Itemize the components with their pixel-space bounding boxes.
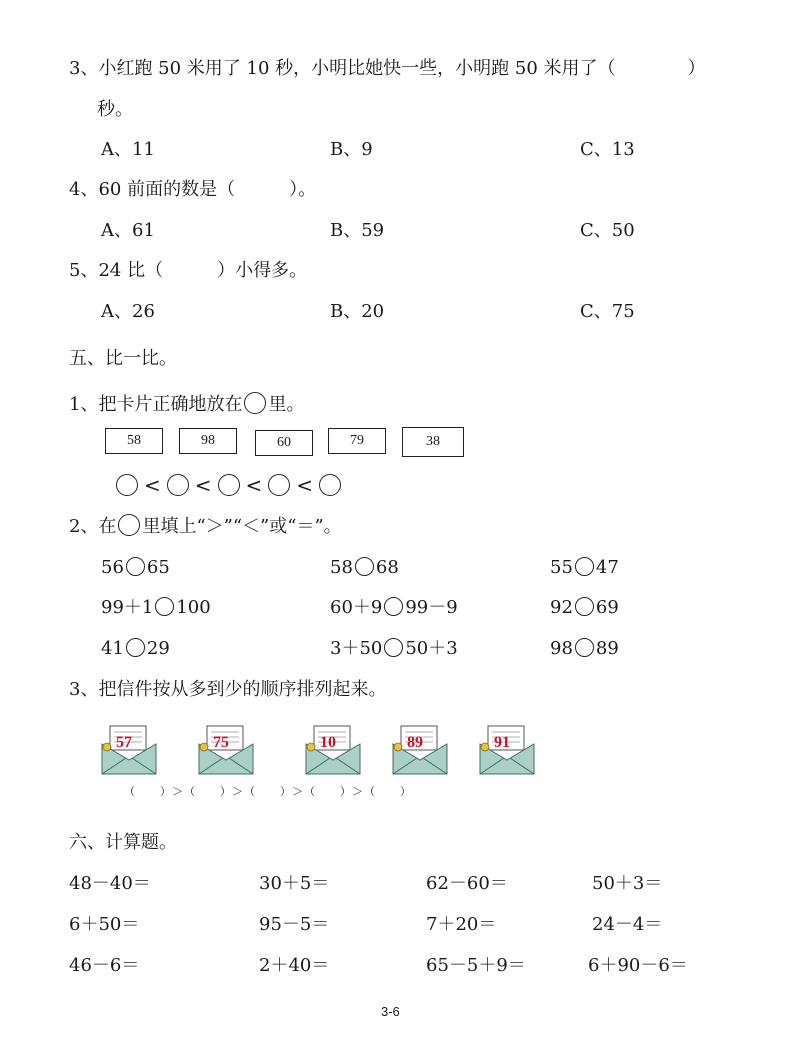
compare-circle-icon[interactable] [384, 597, 403, 616]
q4-option-b: B、59 [330, 220, 385, 241]
compare-item: 98 89 [550, 638, 619, 659]
compare-circle-icon[interactable] [126, 557, 145, 576]
q3-option-b: B、9 [330, 139, 373, 160]
compare-item: 92 69 [550, 597, 619, 618]
q4-stem: 4、60 前面的数是（ ）。 [69, 179, 317, 200]
less-than-sign: < [194, 473, 212, 497]
compare-item: 56 65 [101, 557, 170, 578]
letter-number: 75 [213, 734, 229, 751]
envelope-card[interactable] [100, 724, 158, 776]
s5q1-stem-pre: 1、把卡片正确地放在 [69, 394, 243, 415]
envelope-card[interactable] [197, 724, 255, 776]
letter-number: 89 [407, 734, 423, 751]
compare-circle-icon[interactable] [355, 557, 374, 576]
letter-order-answer-line[interactable]: （ ）＞（ ）＞（ ）＞（ ）＞（ ） [124, 786, 412, 798]
number-card[interactable]: 98 [179, 428, 237, 454]
compare-circle-icon[interactable] [155, 597, 174, 616]
compare-circle-icon[interactable] [384, 638, 403, 657]
q3-stem: 3、小红跑 50 米用了 10 秒，小明比她快一些，小明跑 50 米用了（ ） [69, 58, 706, 79]
letter-number: 91 [494, 734, 510, 751]
calc-problem[interactable]: 6＋90－6＝ [588, 955, 688, 976]
s5q2-stem-pre: 2、在 [69, 516, 117, 537]
letter-number: 10 [320, 734, 336, 751]
less-than-sign: < [144, 473, 161, 497]
calc-problem[interactable]: 48－40＝ [69, 873, 151, 894]
q3-stem-continued: 秒。 [97, 99, 133, 120]
calc-problem[interactable]: 24－4＝ [592, 914, 663, 935]
s5q2-stem [69, 514, 342, 539]
number-card[interactable]: 60 [255, 430, 313, 456]
s5q1-stem [69, 392, 304, 417]
number-card[interactable]: 58 [105, 428, 163, 454]
q5-option-a: A、26 [101, 301, 155, 322]
number-card[interactable]: 79 [328, 428, 386, 454]
envelope-card[interactable] [391, 724, 449, 776]
q4-option-c: C、50 [580, 220, 635, 241]
compare-item: 58 68 [330, 557, 399, 578]
calc-problem[interactable]: 7＋20＝ [426, 914, 497, 935]
compare-circle-icon[interactable] [575, 638, 594, 657]
compare-item: 55 47 [550, 557, 619, 578]
card-slot-circle-icon[interactable] [268, 474, 290, 496]
section-6-title: 六、计算题。 [69, 832, 177, 853]
compare-item: 41 29 [101, 638, 170, 659]
compare-circle-icon[interactable] [575, 597, 594, 616]
s5q1-stem-post: 里。 [268, 394, 305, 415]
card-order-row [114, 472, 343, 498]
card-slot-circle-icon[interactable] [116, 474, 138, 496]
calc-problem[interactable]: 62－60＝ [426, 873, 508, 894]
q5-stem: 5、24 比（ ）小得多。 [69, 260, 308, 281]
envelope-card[interactable] [478, 724, 536, 776]
answer-circle-icon [244, 392, 266, 414]
compare-circle-icon[interactable] [575, 557, 594, 576]
page-number: 3-6 [381, 1004, 400, 1019]
q3-option-a: A、11 [101, 139, 155, 160]
q5-option-b: B、20 [330, 301, 385, 322]
envelope-card[interactable] [304, 724, 362, 776]
number-card[interactable]: 38 [402, 427, 464, 457]
card-slot-circle-icon[interactable] [319, 474, 341, 496]
compare-circle-icon[interactable] [126, 638, 145, 657]
section-5-title: 五、比一比。 [69, 348, 177, 369]
less-than-sign: < [296, 473, 314, 497]
card-slot-circle-icon[interactable] [218, 474, 240, 496]
calc-problem[interactable]: 50＋3＝ [592, 873, 663, 894]
calc-problem[interactable]: 30＋5＝ [259, 873, 330, 894]
calc-problem[interactable]: 2＋40＝ [259, 955, 330, 976]
compare-item: 99＋1 100 [101, 597, 211, 618]
calc-problem[interactable]: 46－6＝ [69, 955, 140, 976]
q5-option-c: C、75 [580, 301, 635, 322]
calc-problem[interactable]: 6＋50＝ [69, 914, 140, 935]
less-than-sign: < [245, 473, 263, 497]
card-slot-circle-icon[interactable] [167, 474, 189, 496]
letter-number: 57 [116, 734, 132, 751]
s5q3-stem: 3、把信件按从多到少的顺序排列起来。 [69, 679, 387, 700]
s5q2-stem-post: 里填上“＞”“＜”或“＝”。 [142, 516, 342, 537]
q4-option-a: A、61 [101, 220, 155, 241]
calc-problem[interactable]: 65－5＋9＝ [426, 955, 526, 976]
answer-circle-icon [118, 514, 140, 536]
q3-option-c: C、13 [580, 139, 635, 160]
compare-item: 60＋9 99－9 [330, 597, 458, 618]
compare-item: 3＋50 50＋3 [330, 638, 458, 659]
calc-problem[interactable]: 95－5＝ [259, 914, 330, 935]
